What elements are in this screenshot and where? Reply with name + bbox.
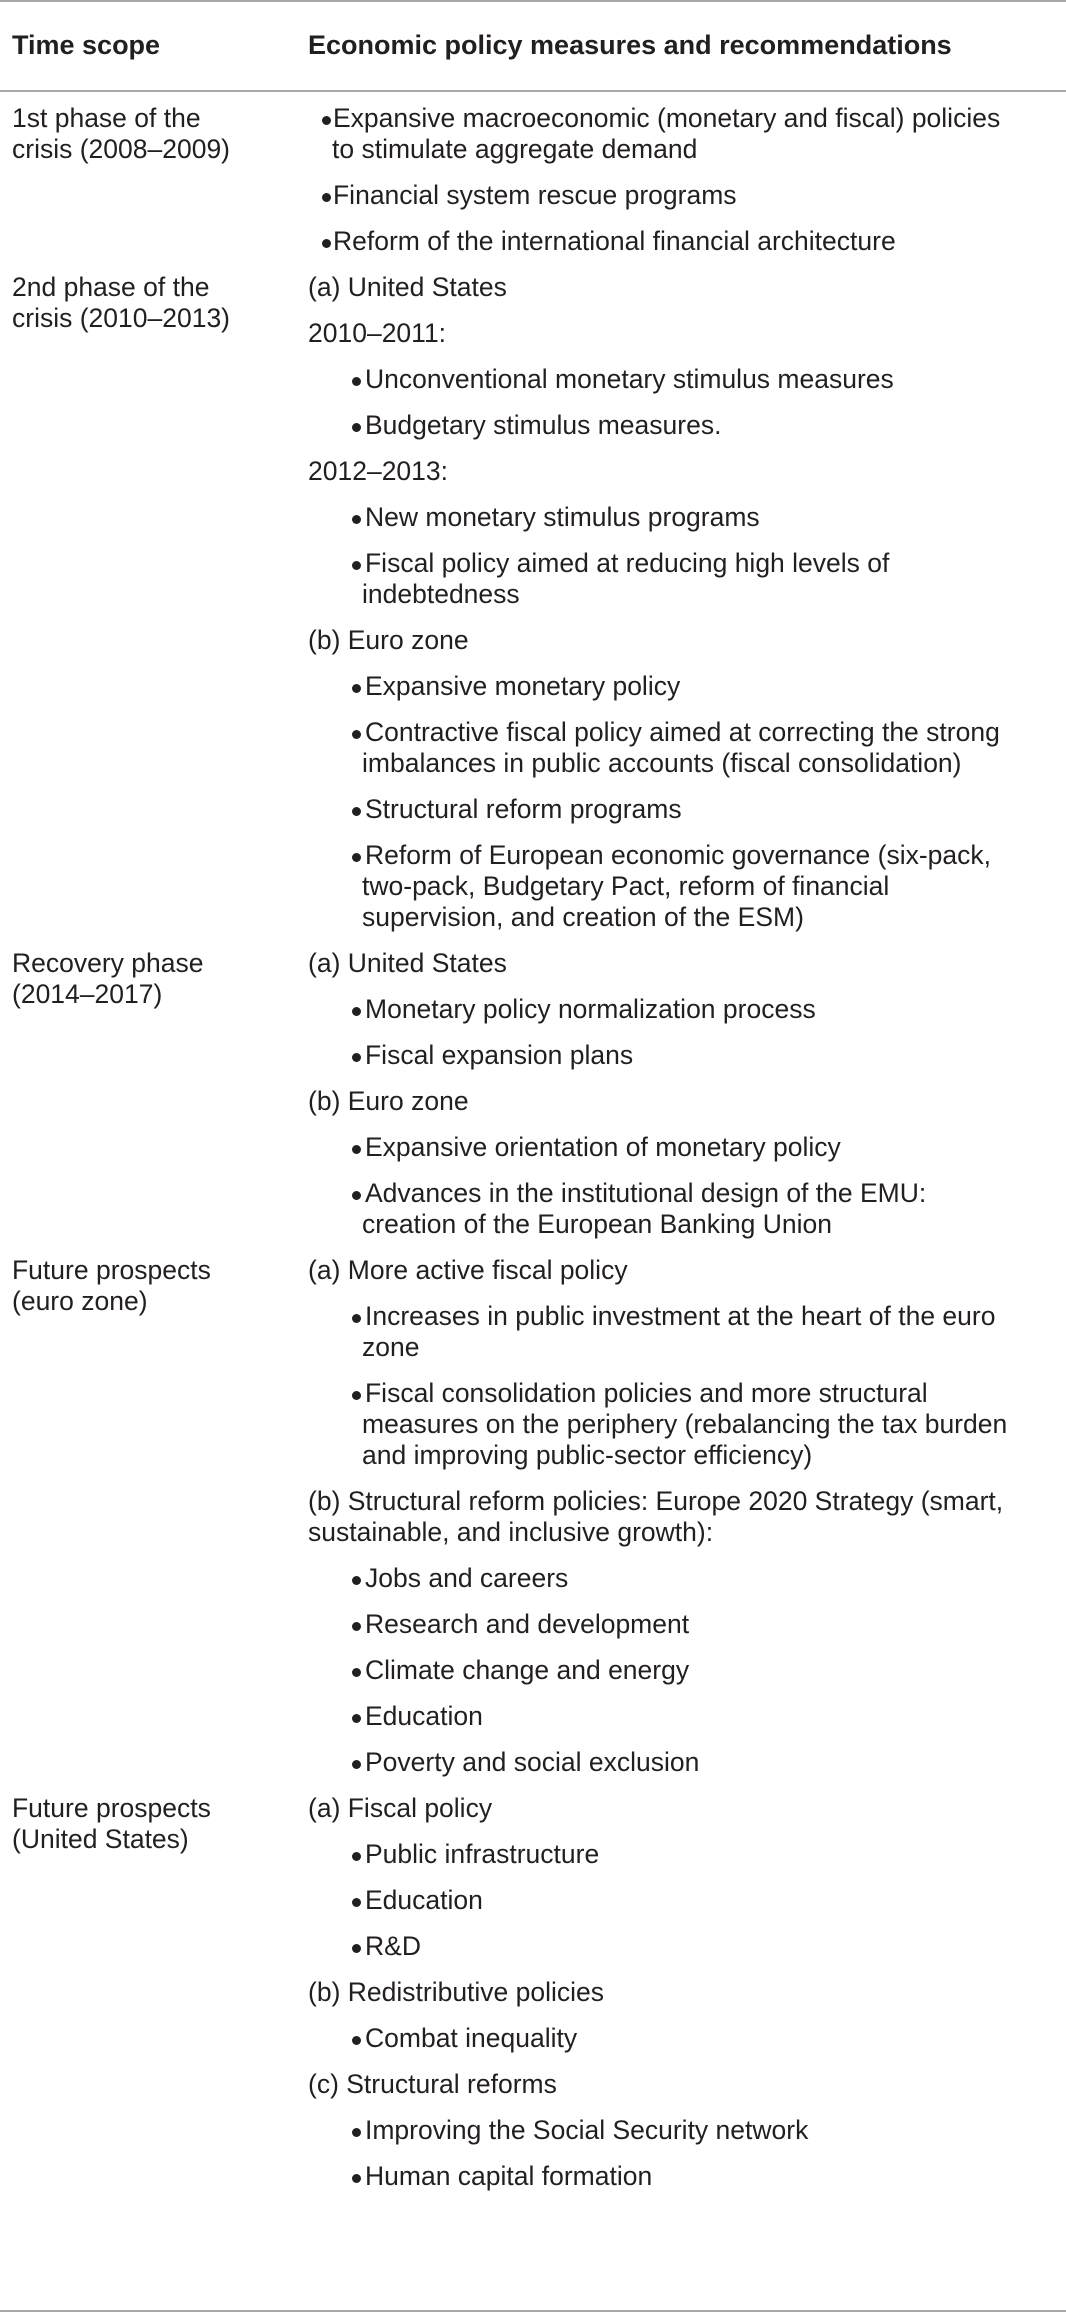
measure-bullet-line: New monetary stimulus programs xyxy=(365,502,760,532)
measure-heading-line: (b) Redistributive policies xyxy=(308,1977,605,2007)
time-scope-line: Recovery phase xyxy=(12,948,204,978)
time-scope-line: crisis (2008–2009) xyxy=(12,134,231,164)
bullet-icon xyxy=(352,423,361,432)
measure-heading-line: (b) Euro zone xyxy=(308,1086,469,1116)
measure-heading-line: (c) Structural reforms xyxy=(308,2069,557,2099)
bullet-icon xyxy=(352,2036,361,2045)
measure-bullet-line: Fiscal consolidation policies and more structural xyxy=(365,1378,928,1408)
measure-bullet-line: creation of the European Banking Union xyxy=(362,1209,832,1239)
measure-bullet-line: imbalances in public accounts (fiscal consolidation) xyxy=(362,748,962,778)
measure-bullet-line: Combat inequality xyxy=(365,2023,578,2053)
measure-bullet-line: supervision, and creation of the ESM) xyxy=(362,902,804,932)
measure-bullet-line: two-pack, Budgetary Pact, reform of financial xyxy=(362,871,890,901)
bullet-icon xyxy=(352,1622,361,1631)
measure-bullet-line: Contractive fiscal policy aimed at correcting the strong xyxy=(365,717,1000,747)
bullet-icon xyxy=(352,853,361,862)
table-bottom-rule xyxy=(0,2310,1066,2312)
measure-heading-line: 2012–2013: xyxy=(308,456,449,486)
measure-bullet-line: Advances in the institutional design of the EMU: xyxy=(365,1178,927,1208)
time-scope-line: Future prospects xyxy=(12,1255,211,1285)
measure-bullet-line: Research and development xyxy=(365,1609,690,1639)
bullet-icon xyxy=(352,1576,361,1585)
measure-bullet-line: Poverty and social exclusion xyxy=(365,1747,700,1777)
bullet-icon xyxy=(352,377,361,386)
measure-bullet-line: Increases in public investment at the heart of the euro xyxy=(365,1301,996,1331)
bullet-icon xyxy=(352,1760,361,1769)
measure-heading-line: (a) Fiscal policy xyxy=(308,1793,493,1823)
bullet-icon xyxy=(352,1145,361,1154)
bullet-icon xyxy=(322,239,331,248)
measure-bullet-line: Fiscal policy aimed at reducing high levels of xyxy=(365,548,890,578)
time-scope-line: (United States) xyxy=(12,1824,189,1854)
bullet-icon xyxy=(352,1191,361,1200)
measure-bullet-line: Education xyxy=(365,1701,483,1731)
measure-heading-line: (b) Structural reform policies: Europe 2020 Strategy (smart, xyxy=(308,1486,1004,1516)
measure-bullet-line: Public infrastructure xyxy=(365,1839,600,1869)
measure-heading-line: sustainable, and inclusive growth): xyxy=(308,1517,714,1547)
measure-bullet-line: Reform of European economic governance (six-pack, xyxy=(365,840,991,870)
measure-bullet-line: Human capital formation xyxy=(365,2161,653,2191)
measure-heading-line: (a) More active fiscal policy xyxy=(308,1255,628,1285)
measure-heading-line: (a) United States xyxy=(308,948,507,978)
measure-bullet-line: measures on the periphery (rebalancing the tax burden xyxy=(362,1409,1008,1439)
bullet-icon xyxy=(352,1852,361,1861)
measure-bullet-line: and improving public-sector efficiency) xyxy=(362,1440,813,1470)
measure-bullet-line: zone xyxy=(362,1332,420,1362)
measure-bullet-line: to stimulate aggregate demand xyxy=(332,134,698,164)
measure-bullet-line: indebtedness xyxy=(362,579,520,609)
bullet-icon xyxy=(352,1314,361,1323)
measure-bullet-line: Budgetary stimulus measures. xyxy=(365,410,722,440)
measure-bullet-line: R&D xyxy=(365,1931,421,1961)
bullet-icon xyxy=(352,1898,361,1907)
bullet-icon xyxy=(352,561,361,570)
bullet-icon xyxy=(352,1007,361,1016)
measure-bullet-line: Expansive monetary policy xyxy=(365,671,681,701)
measure-bullet-line: Expansive orientation of monetary policy xyxy=(365,1132,841,1162)
time-scope-line: 1st phase of the xyxy=(12,103,201,133)
measure-bullet-line: Fiscal expansion plans xyxy=(365,1040,634,1070)
measure-bullet-line: Expansive macroeconomic (monetary and fiscal) policies xyxy=(333,103,1001,133)
measure-bullet-line: Climate change and energy xyxy=(365,1655,690,1685)
bullet-icon xyxy=(352,1053,361,1062)
bullet-icon xyxy=(352,730,361,739)
measure-bullet-line: Jobs and careers xyxy=(365,1563,569,1593)
table-header-rule xyxy=(0,90,1066,92)
bullet-icon xyxy=(352,807,361,816)
measure-heading-line: (b) Euro zone xyxy=(308,625,469,655)
time-scope-line: (euro zone) xyxy=(12,1286,148,1316)
bullet-icon xyxy=(352,684,361,693)
bullet-icon xyxy=(352,515,361,524)
time-scope-line: (2014–2017) xyxy=(12,979,163,1009)
measure-bullet-line: Unconventional monetary stimulus measures xyxy=(365,364,894,394)
bullet-icon xyxy=(352,2128,361,2137)
bullet-icon xyxy=(352,1944,361,1953)
bullet-icon xyxy=(352,1714,361,1723)
measure-heading-line: (a) United States xyxy=(308,272,507,302)
measure-heading-line: 2010–2011: xyxy=(308,318,447,348)
measure-bullet-line: Monetary policy normalization process xyxy=(365,994,816,1024)
time-scope-line: 2nd phase of the xyxy=(12,272,210,302)
bullet-icon xyxy=(322,193,331,202)
time-scope-line: Future prospects xyxy=(12,1793,211,1823)
measure-bullet-line: Reform of the international financial architecture xyxy=(333,226,896,256)
time-scope-line: crisis (2010–2013) xyxy=(12,303,231,333)
table-top-rule xyxy=(0,0,1066,2)
measure-bullet-line: Financial system rescue programs xyxy=(333,180,737,210)
header-time-scope: Time scope xyxy=(12,30,161,60)
measure-bullet-line: Structural reform programs xyxy=(365,794,682,824)
measure-bullet-line: Education xyxy=(365,1885,483,1915)
bullet-icon xyxy=(322,116,331,125)
bullet-icon xyxy=(352,1391,361,1400)
bullet-icon xyxy=(352,1668,361,1677)
bullet-icon xyxy=(352,2174,361,2183)
header-measures: Economic policy measures and recommendations xyxy=(308,30,952,60)
measure-bullet-line: Improving the Social Security network xyxy=(365,2115,809,2145)
